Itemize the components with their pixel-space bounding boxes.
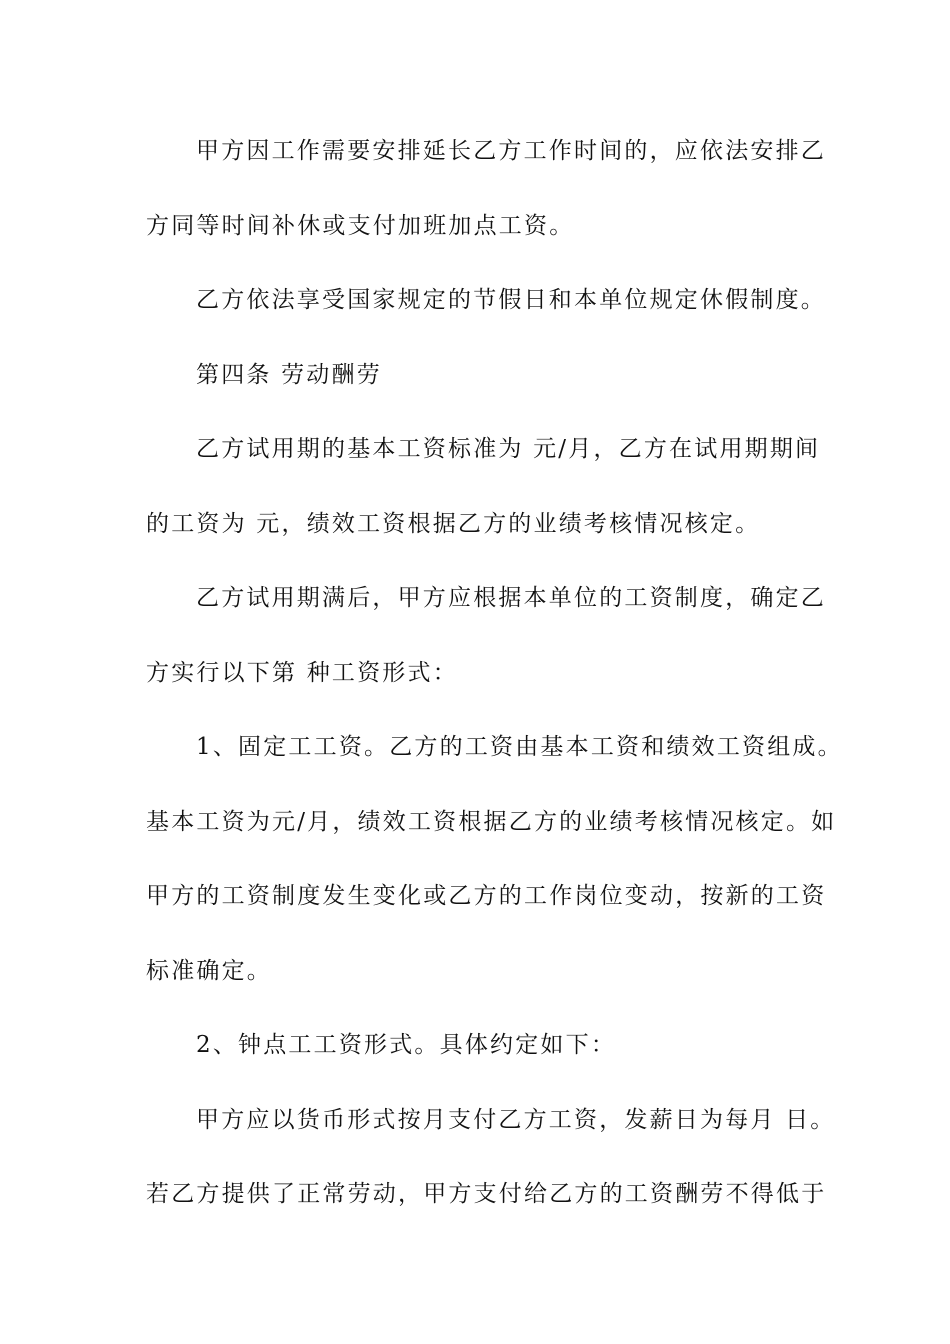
text-line: 乙方依法享受国家规定的节假日和本单位规定休假制度。 [196,287,826,313]
text-line: 2、钟点工工资形式。具体约定如下： [196,1032,617,1058]
text-line: 乙方试用期满后，甲方应根据本单位的工资制度，确定乙 [196,585,826,611]
document-body [146,127,843,1245]
text-line: 甲方因工作需要安排延长乙方工作时间的，应依法安排乙 [196,138,826,164]
section-heading: 第四条 劳动酬劳 [196,361,382,388]
text-line: 标准确定。 [146,957,272,984]
text-line: 方同等时间补休或支付加班加点工资。 [146,212,575,239]
text-line: 方实行以下第 种工资形式： [146,659,458,686]
text-line: 甲方应以货币形式按月支付乙方工资，发薪日为每月 日。 [196,1106,836,1133]
text-line: 1、固定工工资。乙方的工资由基本工资和绩效工资组成。 [196,734,843,760]
text-line: 若乙方提供了正常劳动，甲方支付给乙方的工资酬劳不得低于 [146,1181,827,1207]
text-line: 甲方的工资制度发生变化或乙方的工作岗位变动，按新的工资 [146,883,827,909]
text-line: 基本工资为元/月，绩效工资根据乙方的业绩考核情况核定。如 [146,808,837,835]
text-line: 的工资为 元，绩效工资根据乙方的业绩考核情况核定。 [146,510,761,537]
text-line: 乙方试用期的基本工资标准为 元/月，乙方在试用期期间 [196,436,821,462]
